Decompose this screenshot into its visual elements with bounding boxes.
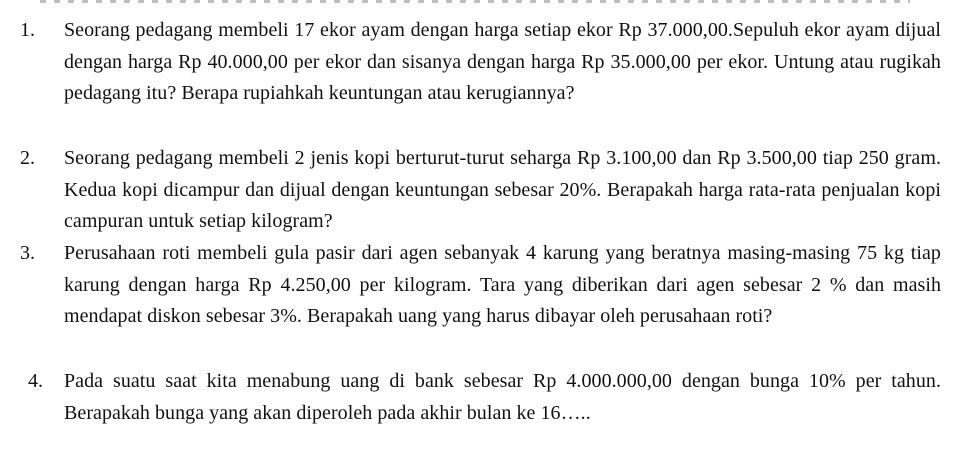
question-4-number: 4. [28,370,43,392]
question-2-number: 2. [20,147,35,169]
question-1-number: 1. [20,19,35,41]
question-4-text: Pada suatu saat kita menabung uang di bank sebesar Rp 4.000.000,00 dengan bunga 10% per tahun. Berapakah bunga yang akan diperoleh pada akhir bulan ke 16….. [64,370,941,424]
question-3-number: 3. [20,242,35,264]
question-3-text: Perusahaan roti membeli gula pasir dari agen sebanyak 4 karung yang beratnya masing-masing 75 kg tiap karung dengan harga Rp 4.250,00 per kilogram. Tara yang diberikan dari agen sebesar 2 % dan masih mendapat diskon sebesar 3%. Berapakah uang yang harus dibayar oleh perusahaan roti? [64,242,941,327]
question-1-text: Seorang pedagang membeli 17 ekor ayam dengan harga setiap ekor Rp 37.000,00.Sepuluh ekor ayam dijual dengan harga Rp 40.000,00 per ekor dan sisanya dengan harga Rp 35.000,00 per ekor. Untung atau rugikah pedagang itu? Berapa rupiahkah keuntungan atau kerugiannya? [64,19,941,104]
question-2-text: Seorang pedagang membeli 2 jenis kopi berturut-turut seharga Rp 3.100,00 dan Rp 3.500,00 tiap 250 gram. Kedua kopi dicampur dan dijual dengan keuntungan sebesar 20%. Berapakah harga rata-rata penjualan kopi campuran untuk setiap kilogram? [64,147,941,232]
